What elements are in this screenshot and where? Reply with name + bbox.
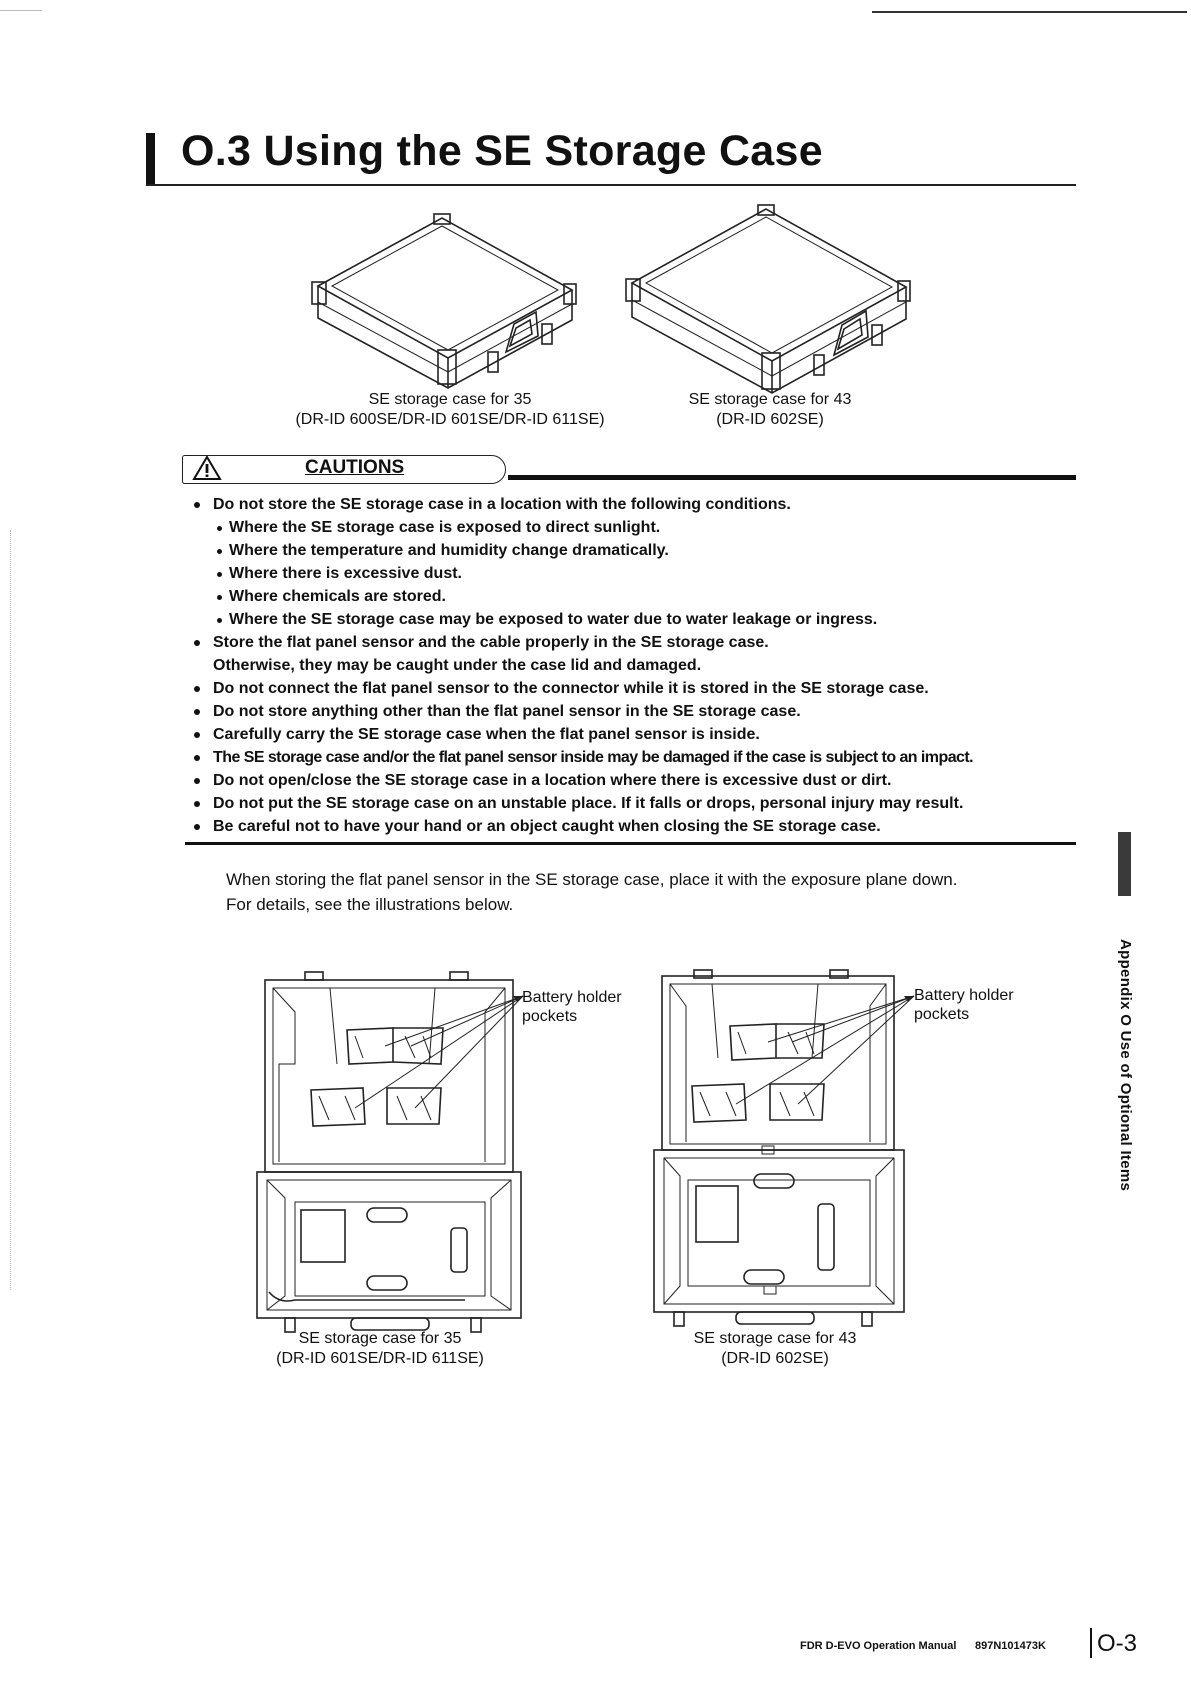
header-rule-right [872, 11, 1187, 13]
caution-item: Do not connect the flat panel sensor to the connector while it is stored in the SE storage case. [191, 677, 1081, 700]
caution-item-continuation: Otherwise, they may be caught under the case lid and damaged. [213, 657, 702, 674]
appendix-tab-marker [1118, 832, 1131, 896]
cautions-rule-bottom [185, 842, 1076, 845]
caution-subitem: Where the SE storage case may be exposed to water due to water leakage or ingress. [191, 608, 1081, 631]
scan-margin-line [10, 530, 12, 1290]
caution-item: Store the flat panel sensor and the cable properly in the SE storage case. [191, 631, 1081, 654]
top-right-caption-line1: SE storage case for 43 [688, 391, 852, 408]
caution-item: Carefully carry the SE storage case when the flat panel sensor is inside. [191, 723, 1081, 746]
cautions-list [191, 493, 1081, 838]
bottom-left-caption-line2: (DR-ID 601SE/DR-ID 611SE) [276, 1350, 484, 1367]
cautions-label: CAUTIONS [305, 457, 405, 478]
caution-subitem: Where chemicals are stored. [191, 585, 1081, 608]
caution-item: Do not store the SE storage case in a location with the following conditions. [191, 493, 1081, 516]
title-marker-bar [146, 133, 155, 185]
top-left-caption-line2: (DR-ID 600SE/DR-ID 601SE/DR-ID 611SE) [295, 411, 605, 428]
bottom-right-caption-line1: SE storage case for 43 [693, 1330, 857, 1347]
caution-item: Do not open/close the SE storage case in a location where there is excessive dust or dirt. [191, 769, 1081, 792]
top-right-caption [660, 390, 880, 430]
title-underline [146, 184, 1076, 186]
battery-pockets-callout-left [522, 988, 622, 1026]
callout-left-line2: pockets [522, 1008, 578, 1025]
bottom-left-caption [230, 1329, 530, 1369]
caution-subitem: Where there is excessive dust. [191, 562, 1081, 585]
callout-right-line2: pockets [914, 1006, 970, 1023]
top-right-caption-line2: (DR-ID 602SE) [716, 411, 824, 428]
callout-left-line1: Battery holder [522, 989, 622, 1006]
footer-separator [1090, 1628, 1092, 1658]
bottom-right-caption [660, 1329, 890, 1369]
caution-item: The SE storage case and/or the flat panel sensor inside may be damaged if the case is subject to an impact. [191, 746, 1081, 769]
battery-pockets-callout-right [914, 986, 1014, 1024]
caution-item: Do not put the SE storage case on an unstable place. If it falls or drops, personal injury may result. [191, 792, 1081, 815]
top-left-caption-line1: SE storage case for 35 [368, 391, 532, 408]
footer-document-code: 897N101473K [975, 1640, 1046, 1652]
open-case-43-illustration [652, 966, 952, 1338]
appendix-side-label: Appendix O Use of Optional Items [1117, 939, 1134, 1192]
caution-item: Do not store anything other than the flat panel sensor in the SE storage case. [191, 700, 1081, 723]
caution-item: Be careful not to have your hand or an object caught when closing the SE storage case. [191, 815, 1081, 838]
page-number: O-3 [1097, 1630, 1138, 1657]
cautions-rule-top [508, 475, 1076, 480]
storage-instructions-line2: For details, see the illustrations below. [226, 895, 514, 914]
footer-manual-title: FDR D-EVO Operation Manual [800, 1640, 957, 1652]
callout-right-line1: Battery holder [914, 987, 1014, 1004]
bottom-right-caption-line2: (DR-ID 602SE) [721, 1350, 829, 1367]
section-title: O.3 Using the SE Storage Case [181, 127, 823, 175]
caution-subitem: Where the SE storage case is exposed to direct sunlight. [191, 516, 1081, 539]
open-case-35-illustration [255, 966, 555, 1338]
storage-instructions [226, 867, 957, 917]
header-rule-left [0, 10, 42, 11]
top-left-caption [280, 390, 620, 430]
closed-case-43-illustration [624, 203, 914, 395]
warning-triangle-icon [192, 455, 222, 481]
bottom-left-caption-line1: SE storage case for 35 [298, 1330, 462, 1347]
closed-case-35-illustration [310, 212, 580, 390]
storage-instructions-line1: When storing the flat panel sensor in the SE storage case, place it with the exposure plane down. [226, 870, 958, 889]
caution-subitem: Where the temperature and humidity change dramatically. [191, 539, 1081, 562]
